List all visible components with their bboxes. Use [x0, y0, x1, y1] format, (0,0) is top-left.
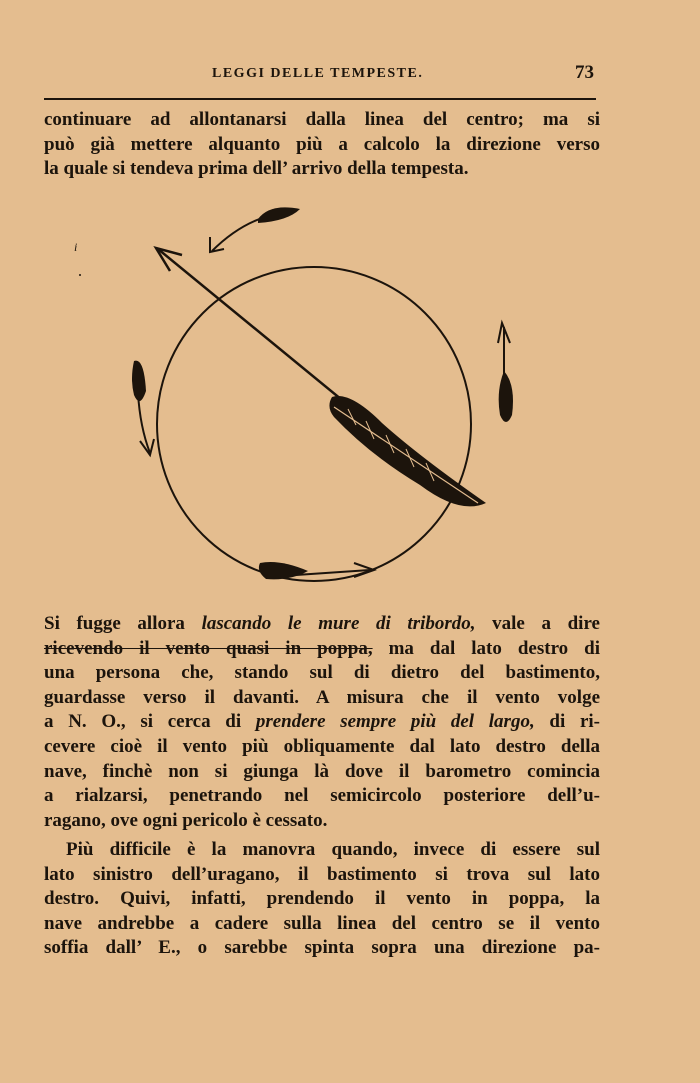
storm-circle	[157, 267, 471, 581]
text-line: ragano, ove ogni pericolo è cessato.	[44, 809, 328, 831]
text-line: nave andrebbe a cadere sulla linea del centro se il vento	[44, 912, 600, 934]
page-header	[44, 62, 596, 88]
text-run: vale a dire	[475, 613, 600, 634]
text-line: nave, finchè non si giunga là dove il barometro comincia	[44, 760, 600, 782]
text-line: può già mettere alquanto più a calcolo la direzione verso	[44, 133, 600, 155]
bottom-wind-arrow	[259, 562, 374, 579]
text-line: soffia dall’ E., o sarebbe spinta sopra una direzione pa-	[44, 937, 600, 959]
stray-mark: i	[74, 240, 78, 254]
text-run: di ri-	[534, 711, 600, 733]
text-line	[44, 637, 600, 662]
running-head: LEGGI DELLE TEMPESTE.	[212, 66, 424, 81]
italic-run: prendere sempre più del largo,	[255, 711, 535, 733]
text-line: la quale si tendeva prima dell’ arrivo della tempesta.	[44, 158, 469, 180]
text-line: continuare ad allontanarsi dalla linea del centro; ma si	[44, 109, 600, 130]
paragraph-2	[44, 612, 600, 833]
text-line: una persona che, stando sul di dietro del bastimento,	[44, 662, 600, 684]
right-wind-arrow	[498, 323, 513, 422]
text-line: lato sinistro dell’uragano, il bastimento si trova sul lato	[44, 863, 600, 885]
paragraph-1	[44, 108, 600, 182]
struck-run: ricevendo il vento quasi in poppa,	[44, 637, 373, 659]
text-run: a N. O., si cerca di	[44, 711, 256, 733]
text-line: guardasse verso il davanti. A misura che il vento volge	[44, 686, 600, 708]
header-rule	[44, 98, 596, 100]
page-number: 73	[575, 62, 594, 83]
storm-wind-diagram	[74, 195, 530, 590]
text-line: cevere cioè il vento più obliquamente dal lato destro della	[44, 735, 600, 757]
paragraph-3	[44, 838, 600, 961]
left-wind-arrow	[132, 361, 154, 455]
text-run: ma dal lato destro di	[372, 637, 600, 659]
text-run: Si fugge allora	[44, 613, 202, 634]
text-line	[44, 710, 600, 735]
top-wind-arrow	[210, 207, 300, 252]
main-arrow	[156, 248, 486, 506]
text-line: Più difficile è la manovra quando, invece di essere sul	[66, 839, 600, 860]
text-line	[44, 612, 600, 637]
text-line: a rialzarsi, penetrando nel semicircolo posteriore dell’u-	[44, 785, 600, 807]
italic-run: lascando le mure di tribordo,	[201, 613, 476, 634]
text-line: destro. Quivi, infatti, prendendo il vento in poppa, la	[44, 888, 600, 910]
